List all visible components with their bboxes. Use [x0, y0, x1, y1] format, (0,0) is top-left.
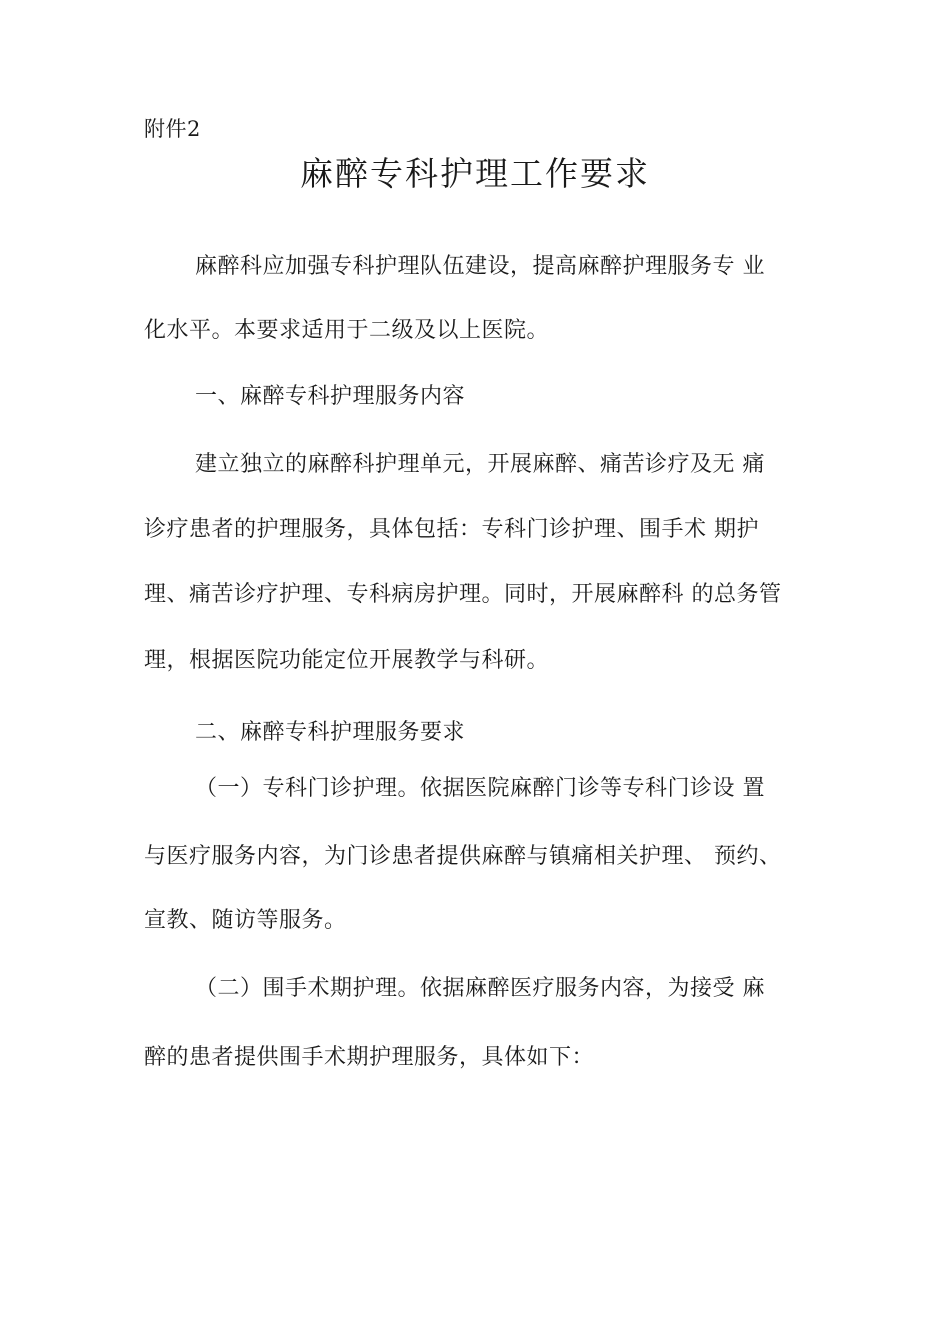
paragraph-line: 宣教、随访等服务。: [144, 908, 347, 933]
paragraph-line: 麻醉科应加强专科护理队伍建设，提高麻醉护理服务专 业: [195, 254, 765, 279]
paragraph-line: 醉的患者提供围手术期护理服务，具体如下：: [144, 1045, 595, 1070]
paragraph-line: 化水平。本要求适用于二级及以上医院。: [144, 318, 550, 343]
document-title: 麻醉专科护理工作要求: [300, 154, 650, 193]
paragraph-line: 理、痛苦诊疗护理、专科病房护理。同时，开展麻醉科 的总务管: [144, 582, 782, 607]
paragraph-line: 诊疗患者的护理服务，具体包括：专科门诊护理、围手术 期护: [144, 517, 759, 542]
paragraph-line: 理，根据医院功能定位开展教学与科研。: [144, 648, 550, 673]
paragraph-line: （一）专科门诊护理。依据医院麻醉门诊等专科门诊设 置: [195, 776, 765, 801]
paragraph-line: 建立独立的麻醉科护理单元，开展麻醉、痛苦诊疗及无 痛: [195, 452, 765, 477]
paragraph-line: （二）围手术期护理。依据麻醉医疗服务内容，为接受 麻: [195, 976, 765, 1001]
section-heading: 一、麻醉专科护理服务内容: [195, 384, 466, 409]
section-heading: 二、麻醉专科护理服务要求: [195, 720, 466, 745]
attachment-label: 附件2: [144, 117, 201, 141]
paragraph-line: 与医疗服务内容，为门诊患者提供麻醉与镇痛相关护理、 预约、: [144, 844, 782, 869]
